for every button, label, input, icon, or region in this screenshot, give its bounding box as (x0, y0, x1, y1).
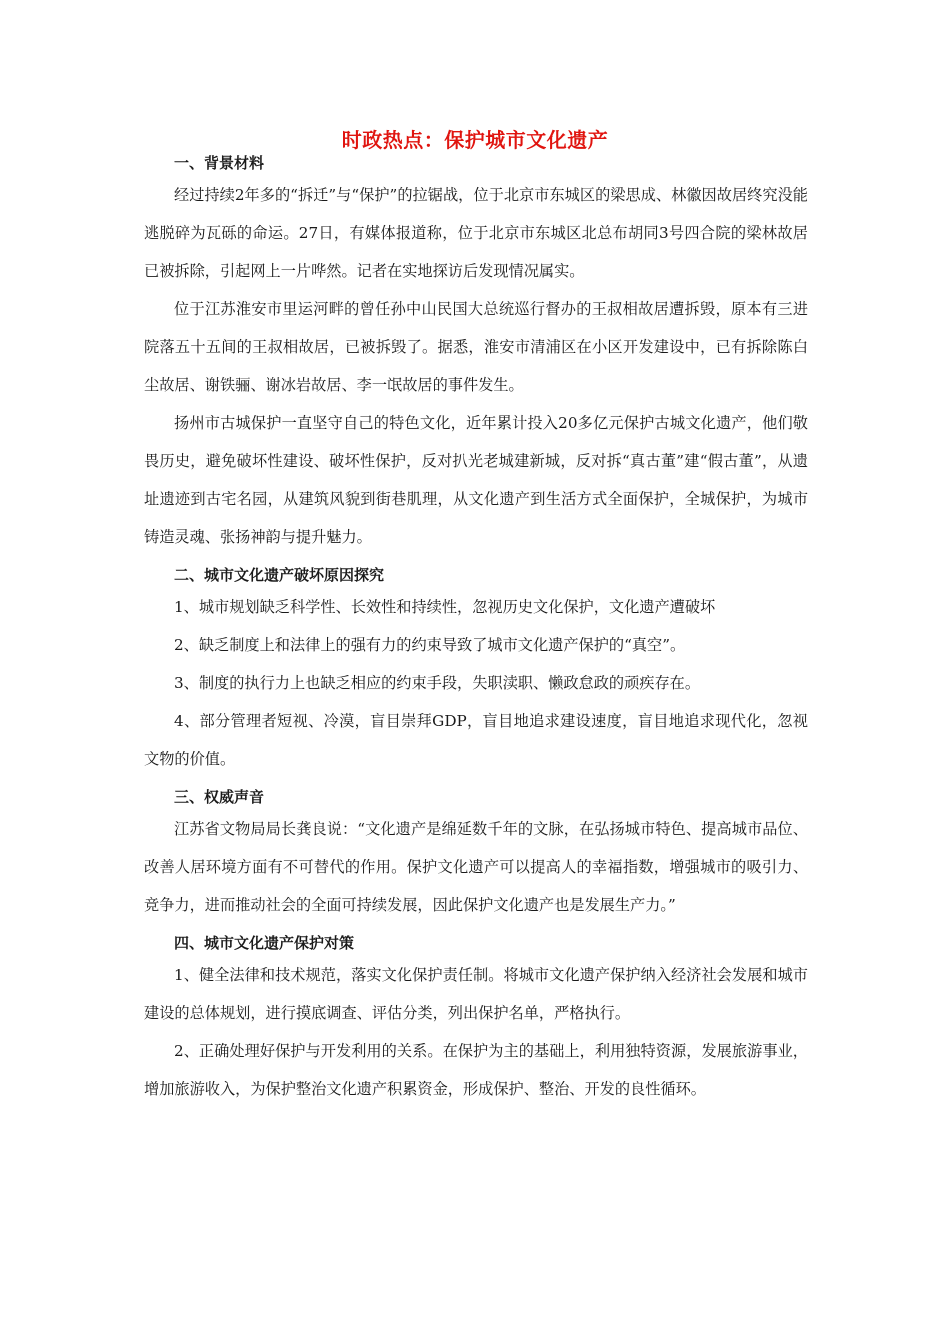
list-item: 4、部分管理者短视、冷漠，盲目崇拜GDP，盲目地追求建设速度，盲目地追求现代化，忽视文物的价值。 (144, 712, 808, 768)
section-authority-voice (144, 784, 808, 924)
section-countermeasures (144, 930, 808, 1108)
section-heading: 三、权威声音 (174, 788, 265, 806)
list-item: 2、正确处理好保护与开发利用的关系。在保护为主的基础上，利用独特资源，发展旅游事业，增加旅游收入，为保护整治文化遗产积累资金，形成保护、整治、开发的良性循环。 (144, 1042, 808, 1098)
document-body (144, 150, 808, 1108)
section-heading: 四、城市文化遗产保护对策 (174, 934, 355, 952)
document-title: 时政热点：保护城市文化遗产 (341, 128, 609, 152)
section-background (144, 150, 808, 556)
section-causes (144, 562, 808, 778)
paragraph: 经过持续2年多的“拆迁”与“保护”的拉锯战，位于北京市东城区的梁思成、林徽因故居终究没能逃脱碎为瓦砾的命运。27日，有媒体报道称，位于北京市东城区北总布胡同3号四合院的梁林故居已被拆除，引起网上一片哗然。记者在实地探访后发现情况属实。 (144, 186, 808, 280)
paragraph: 位于江苏淮安市里运河畔的曾任孙中山民国大总统巡行督办的王叔相故居遭拆毁，原本有三进院落五十五间的王叔相故居，已被拆毁了。据悉，淮安市清浦区在小区开发建设中，已有拆除陈白尘故居、谢铁骊、谢冰岩故居、李一氓故居的事件发生。 (144, 300, 808, 394)
list-item: 1、城市规划缺乏科学性、长效性和持续性，忽视历史文化保护，文化遗产遭破坏 (174, 598, 716, 616)
list-item: 2、缺乏制度上和法律上的强有力的约束导致了城市文化遗产保护的“真空”。 (174, 636, 686, 654)
quote-paragraph: 江苏省文物局局长龚良说：“文化遗产是绵延数千年的文脉，在弘扬城市特色、提高城市品位、改善人居环境方面有不可替代的作用。保护文化遗产可以提高人的幸福指数，增强城市的吸引力、竞争力，进而推动社会的全面可持续发展，因此保护文化遗产也是发展生产力。” (144, 820, 808, 914)
section-heading: 一、背景材料 (174, 154, 265, 172)
section-heading: 二、城市文化遗产破坏原因探究 (174, 566, 385, 584)
list-item: 3、制度的执行力上也缺乏相应的约束手段，失职渎职、懒政怠政的顽疾存在。 (174, 674, 701, 692)
paragraph: 扬州市古城保护一直坚守自己的特色文化，近年累计投入20多亿元保护古城文化遗产，他们敬畏历史，避免破坏性建设、破坏性保护，反对扒光老城建新城，反对拆“真古董”建“假古董”，从遗址遗迹到古宅名园，从建筑风貌到街巷肌理，从文化遗产到生活方式全面保护，全城保护，为城市铸造灵魂、张扬神韵与提升魅力。 (144, 414, 808, 546)
list-item: 1、健全法律和技术规范，落实文化保护责任制。将城市文化遗产保护纳入经济社会发展和城市建设的总体规划，进行摸底调查、评估分类，列出保护名单，严格执行。 (144, 966, 808, 1022)
